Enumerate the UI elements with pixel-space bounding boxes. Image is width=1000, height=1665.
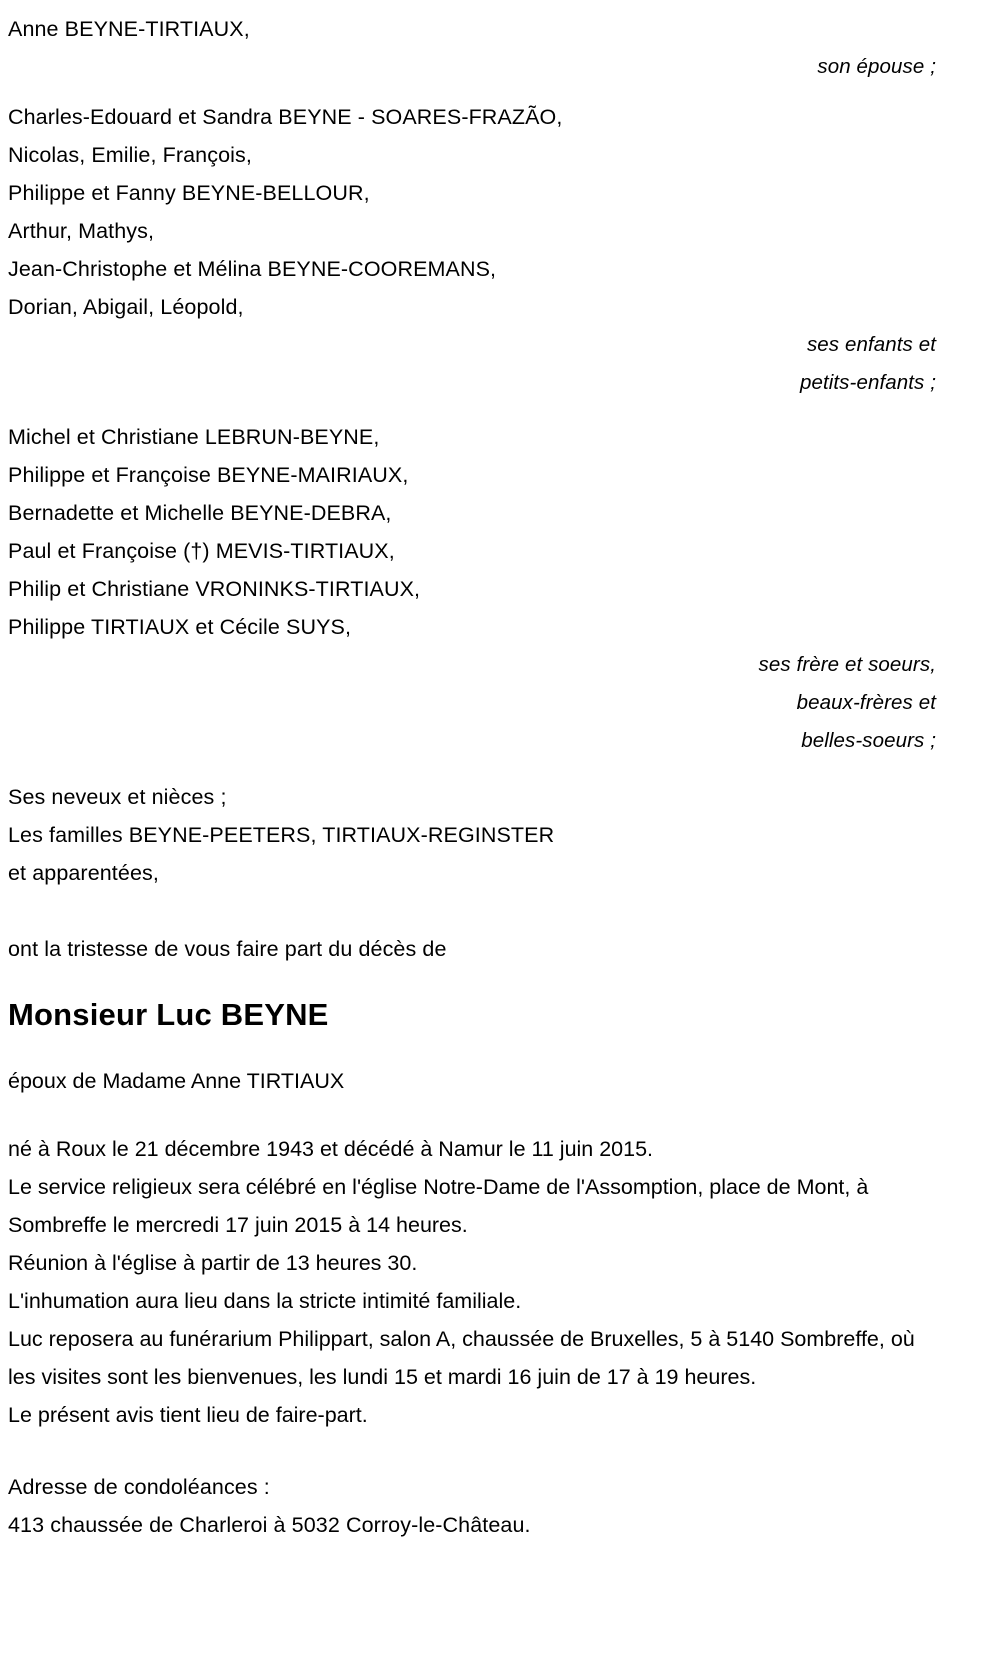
family-group-spouse [8, 10, 992, 86]
relationship-caption-spouse [8, 48, 992, 86]
family-member-name: Philippe et Fanny BEYNE-BELLOUR, [8, 181, 370, 205]
relationship-caption-line: son épouse ; [817, 55, 936, 78]
other-relatives-line: Ses neveux et nièces ; [8, 785, 227, 809]
detail-burial: L'inhumation aura lieu dans la stricte intimité familiale. [8, 1289, 522, 1313]
family-member-name: Anne BEYNE-TIRTIAUX, [8, 17, 250, 41]
other-relatives-line: et apparentées, [8, 861, 159, 885]
relationship-caption-line: beaux-frères et [796, 691, 936, 714]
deceased-name-heading: Monsieur Luc BEYNE [8, 997, 329, 1032]
detail-notice-statement: Le présent avis tient lieu de faire-part. [8, 1403, 368, 1427]
family-member-name-deceased-marker: Paul et Françoise (†) MEVIS-TIRTIAUX, [8, 539, 395, 563]
family-member-name: Philip et Christiane VRONINKS-TIRTIAUX, [8, 577, 421, 601]
relationship-caption-line: petits-enfants ; [799, 371, 936, 394]
detail-funeral-home-visits: Luc reposera au funérarium Philippart, salon A, chaussée de Bruxelles, 5 à 5140 Sombreffe, où les visites sont les bienvenues, les lundi 15 et mardi 16 juin de 17 à 19 heures. [8, 1327, 921, 1389]
deceased-spouse-of: époux de Madame Anne TIRTIAUX [8, 1069, 345, 1093]
family-member-name: Charles-Edouard et Sandra BEYNE - SOARES-FRAZÃO, [8, 105, 563, 129]
relationship-caption-line: ses frère et soeurs, [758, 653, 936, 676]
detail-religious-service: Le service religieux sera célébré en l'église Notre-Dame de l'Assomption, place de Mont, à Sombreffe le mercredi 17 juin 2015 à 14 heures. [8, 1175, 875, 1237]
relationship-caption-siblings [8, 646, 992, 760]
spacer [8, 1100, 992, 1130]
family-group-siblings [8, 418, 992, 760]
family-member-name: Jean-Christophe et Mélina BEYNE-COOREMANS, [8, 257, 497, 281]
spacer [8, 86, 992, 98]
family-member-name: Philippe TIRTIAUX et Cécile SUYS, [8, 615, 352, 639]
relationship-caption-children [8, 326, 992, 402]
family-member-name: Michel et Christiane LEBRUN-BEYNE, [8, 425, 380, 449]
family-group-children [8, 98, 992, 402]
detail-birth-death: né à Roux le 21 décembre 1943 et décédé à Namur le 11 juin 2015. [8, 1137, 654, 1161]
announcement-intro: ont la tristesse de vous faire part du décès de [8, 937, 447, 961]
family-member-name: Nicolas, Emilie, François, [8, 143, 252, 167]
spacer [8, 1434, 992, 1468]
spacer [8, 402, 992, 418]
spacer [8, 892, 992, 930]
spacer [8, 760, 992, 778]
other-relatives-line: Les familles BEYNE-PEETERS, TIRTIAUX-REGINSTER [8, 823, 555, 847]
family-member-name: Philippe et Françoise BEYNE-MAIRIAUX, [8, 463, 409, 487]
other-relatives-block [8, 778, 992, 892]
relationship-caption-line: belles-soeurs ; [801, 729, 936, 752]
family-member-name: Dorian, Abigail, Léopold, [8, 295, 244, 319]
family-member-name: Bernadette et Michelle BEYNE-DEBRA, [8, 501, 392, 525]
spacer [8, 968, 992, 994]
family-member-name: Arthur, Mathys, [8, 219, 155, 243]
detail-gathering: Réunion à l'église à partir de 13 heures 30. [8, 1251, 418, 1275]
condolences-label: Adresse de condoléances : [8, 1475, 270, 1499]
condolences-address: 413 chaussée de Charleroi à 5032 Corroy-le-Château. [8, 1513, 531, 1537]
spacer [8, 1036, 992, 1062]
relationship-caption-line: ses enfants et [806, 333, 936, 356]
